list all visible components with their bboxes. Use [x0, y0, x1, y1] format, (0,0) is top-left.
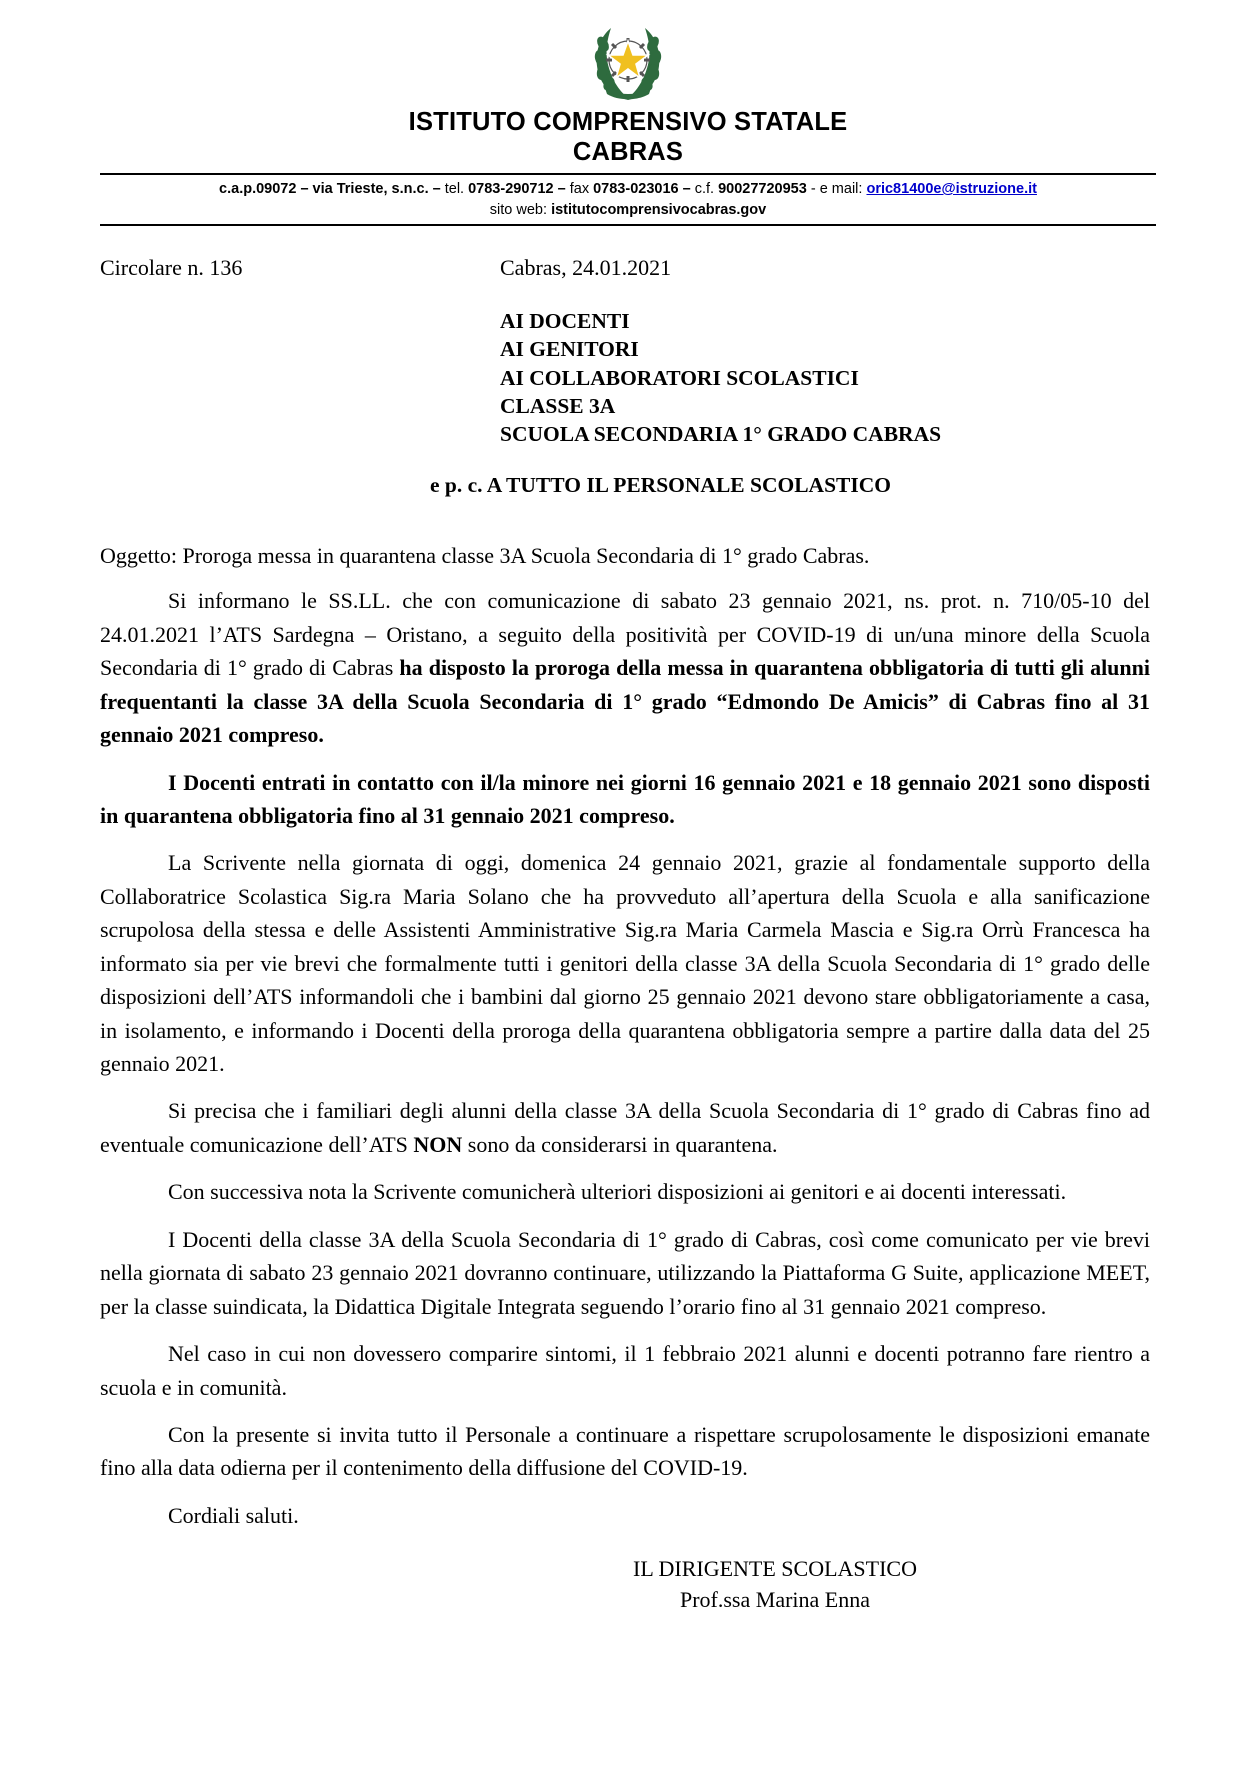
document-body [0, 254, 1256, 1616]
subject-line: Oggetto: Proroga messa in quarantena classe 3A Scuola Secondaria di 1° grado Cabras. [100, 542, 870, 568]
addressee-line: AI GENITORI [500, 337, 639, 362]
paragraph-list [100, 584, 1150, 1532]
fax-value: 0783-023016 [593, 181, 679, 198]
email-label: - e mail: [810, 181, 863, 198]
letterhead [0, 0, 1256, 226]
contact-dash-1: – [557, 181, 566, 198]
body-paragraph [100, 1337, 1150, 1404]
emphasis-run: I Docenti entrati in contatto con il/la minore nei giorni 16 gennaio 2021 e 18 gennaio 2021 sono disposti in quarantena obbligatoria fino al 31 gennaio 2021 compreso. [100, 769, 1150, 828]
signature-block [100, 1554, 1150, 1616]
text-run: Nel caso in cui non dovessero comparire sintomi, il 1 febbraio 2021 alunni e docenti potranno fare rientro a scuola e in comunità. [100, 1341, 1150, 1400]
fiscal-code-label: c.f. [694, 181, 715, 198]
emphasis-run: ha disposto la proroga della messa in quarantena obbligatoria di tutti gli alunni frequentanti la classe 3A della Scuola Secondaria di 1° grado “Edmondo De Amicis” di Cabras fino al 31 gennaio 2021 compreso. [100, 655, 1150, 748]
body-paragraph [100, 1094, 1150, 1161]
text-run: Con la presente si invita tutto il Personale a continuare a rispettare scrupolosamente le disposizioni emanate fino alla data odierna per il contenimento della diffusione del COVID-19. [100, 1421, 1150, 1481]
text-run: sono da considerarsi in quarantena. [462, 1131, 778, 1157]
body-paragraph [100, 1223, 1150, 1323]
emphasis-run: NON [413, 1131, 463, 1157]
text-run: Si informano le SS.LL. che con comunicazione di sabato 23 gennaio 2021, ns. prot. n. 710/05-10 del 24.01.2021 l’ATS Sardegna – Oristano, a seguito della positività per COVID-19 di un/una minore della Scuola Secondaria di 1° grado di Cabras [100, 588, 1150, 681]
body-paragraph [100, 584, 1150, 751]
italian-republic-emblem-icon [585, 14, 671, 106]
signatory-role: IL DIRIGENTE SCOLASTICO [633, 1556, 917, 1582]
contact-dash-2: – [682, 181, 691, 198]
body-paragraph [100, 846, 1150, 1080]
tel-label: tel. [444, 181, 465, 198]
school-city: CABRAS [572, 137, 684, 166]
text-run: La Scrivente nella giornata di oggi, domenica 24 gennaio 2021, grazie al fondamentale supporto della Collaboratrice Scolastica Sig.ra Maria Solano che ha provveduto all’apertura della Scuola e alla sanificazione scrupolosa della stessa e delle Assistenti Amministrative Sig.ra Maria Carmela Mascia e Sig.ra Orrù Francesca ha informato sia per vie brevi che formalmente tutti i genitori della classe 3A della Scuola Secondaria di 1° grado delle disposizioni dell’ATS informandoli che i bambini dal giorno 25 gennaio 2021 devono stare obbligatoriamente a casa, in isolamento, e informando i Docenti della proroga della quarantena obbligatoria sempre a partire dalla data del 25 gennaio 2021. [100, 850, 1150, 1077]
circular-number: Circolare n. 136 [100, 255, 243, 281]
website-label: sito web: [489, 201, 548, 218]
contact-line [0, 180, 1256, 200]
text-run: Si precisa che i familiari degli alunni della classe 3A della Scuola Secondaria di 1° grado di Cabras fino ad eventuale comunicazione dell’ATS [100, 1098, 1150, 1157]
tel-value: 0783-290712 [468, 181, 554, 198]
signatory-name: Prof.ssa Marina Enna [679, 1587, 870, 1613]
body-paragraph [100, 766, 1150, 833]
addressee-line: SCUOLA SECONDARIA 1° GRADO CABRAS [500, 422, 942, 447]
header-divider-top [100, 173, 1156, 175]
body-paragraph [100, 1499, 1150, 1532]
addressee-line: AI COLLABORATORI SCOLASTICI [500, 365, 859, 390]
body-paragraph [100, 1175, 1150, 1208]
address-label: c.a.p.09072 – via Trieste, s.n.c. – [219, 181, 441, 198]
header-divider-bottom [100, 224, 1156, 226]
website-value: istitutocomprensivocabras.gov [551, 201, 767, 218]
text-run: I Docenti della classe 3A della Scuola Secondaria di 1° grado di Cabras, così come comunicato per vie brevi nella giornata di sabato 23 gennaio 2021 dovranno continuare, utilizzando la Piattaforma G Suite, applicazione MEET, per la classe suindicata, la Didattica Digitale Integrata seguendo l’orario fino al 31 gennaio 2021 compreso. [100, 1226, 1150, 1319]
meta-row [100, 254, 1150, 283]
place-and-date: Cabras, 24.01.2021 [500, 255, 672, 281]
fax-label: fax [569, 181, 590, 198]
body-paragraph [100, 1418, 1150, 1485]
text-run: Con successiva nota la Scrivente comunicherà ulteriori disposizioni ai genitori e ai docenti interessati. [168, 1179, 1067, 1205]
school-name: ISTITUTO COMPRENSIVO STATALE [408, 108, 848, 136]
addressee-block [500, 307, 1150, 449]
email-link[interactable]: oric81400e@istruzione.it [866, 181, 1037, 198]
addressee-line: AI DOCENTI [500, 308, 630, 333]
website-line [0, 201, 1256, 221]
fiscal-code-value: 90027720953 [718, 181, 807, 198]
addressee-line: CLASSE 3A [500, 394, 616, 418]
text-run: Cordiali saluti. [168, 1502, 299, 1528]
carbon-copy-line: e p. c. A TUTTO IL PERSONALE SCOLASTICO [430, 472, 891, 497]
